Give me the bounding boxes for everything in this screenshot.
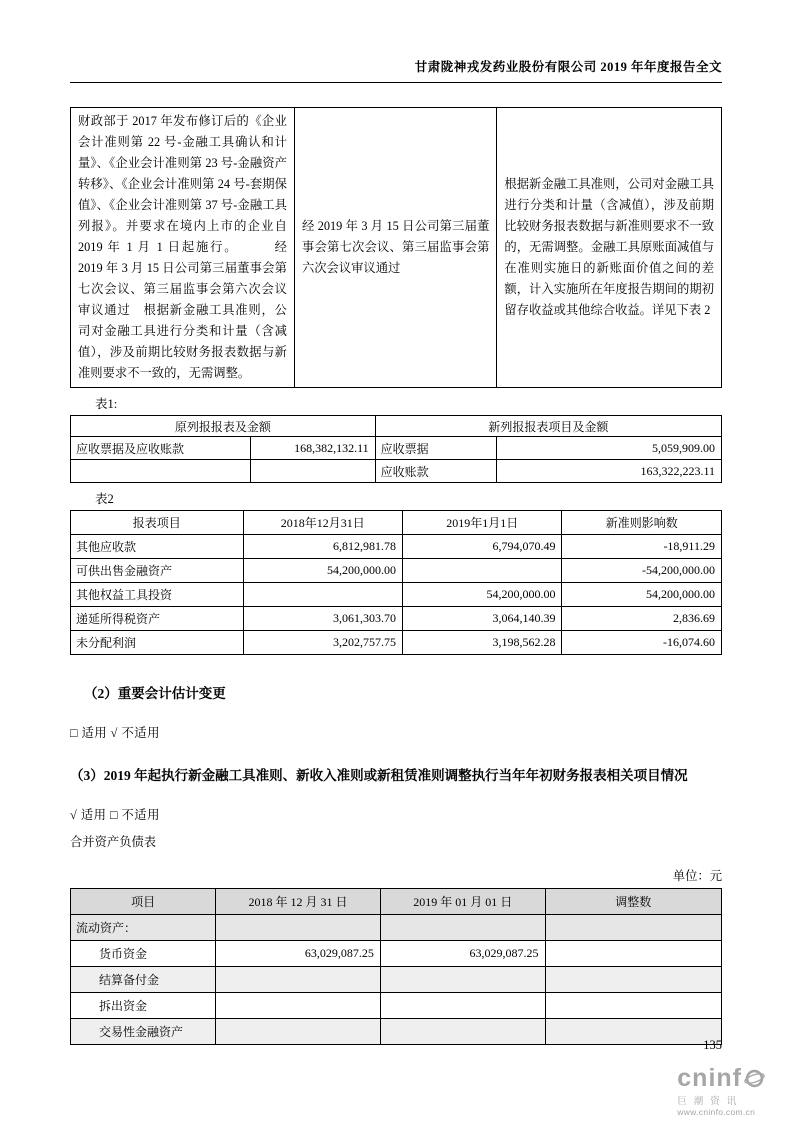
value-2019-cell: 3,198,562.28 <box>402 631 561 655</box>
value-2018-cell: 54,200,000.00 <box>243 559 402 583</box>
report-title: 甘肃陇神戎发药业股份有限公司 2019 年年度报告全文 <box>414 60 722 74</box>
balance-sheet-subtitle: 合并资产负债表 <box>70 835 157 849</box>
column-header: 新准则影响数 <box>562 511 722 535</box>
table1-label: 表1: <box>95 397 118 411</box>
applicability-new-standards: √ 适用 □ 不适用 <box>70 808 160 822</box>
value-2019-cell <box>380 993 545 1019</box>
page-number: 135 <box>703 1038 722 1052</box>
adjustment-cell <box>545 941 721 967</box>
new-item-cell: 应收账款 <box>375 460 497 483</box>
cninfo-chinese-name: 巨潮资讯 <box>677 1096 744 1107</box>
table-header-row <box>71 416 722 437</box>
impact-cell: -16,074.60 <box>562 631 722 655</box>
policy-change-content-cell: 财政部于 2017 年发布修订后的《企业会计准则第 22 号-金融工具确认和计量》、《企业会计准则第 23 号-金融资产转移》、《企业会计准则第 24 号-套期保值》、《企业会计准则第 37 号-金融工具列报》。并要求在境内上市的企业自 2019 年 1 月 1 日起施行。 经 2019 年 3 月 15 日公司第三届董事会第七次会议、第三届监事会第六次会议审议通过 根据新金融工具准则，公司对金融工具进行分类和计量（含减值），涉及前期比较财务报表数据与新准则要求不一致的，无需调整。 <box>71 108 295 388</box>
value-2019-cell: 54,200,000.00 <box>402 583 561 607</box>
adjustment-cell <box>545 1019 721 1045</box>
table-row <box>71 941 722 967</box>
value-2018-cell <box>243 583 402 607</box>
column-header: 2019年1月1日 <box>402 511 561 535</box>
table-row <box>71 1019 722 1045</box>
item-cell: 交易性金融资产 <box>71 1019 216 1045</box>
impact-cell: 2,836.69 <box>562 607 722 631</box>
adjustment-cell <box>545 967 721 993</box>
impact-cell: -18,911.29 <box>562 535 722 559</box>
value-2018-cell <box>216 993 381 1019</box>
old-amount-cell: 168,382,132.11 <box>250 437 375 460</box>
new-amount-cell: 5,059,909.00 <box>497 437 722 460</box>
section-heading-new-standards: （3）2019 年起执行新金融工具准则、新收入准则或新租赁准则调整执行当年年初财务报表相关项目情况 <box>70 768 688 783</box>
policy-approval-procedure-cell: 经 2019 年 3 月 15 日公司第三届董事会第七次会议、第三届监事会第六次会议审议通过 <box>294 108 496 388</box>
value-2018-cell <box>216 915 381 941</box>
table-header-row <box>71 889 722 915</box>
table-row <box>71 993 722 1019</box>
item-cell: 其他权益工具投资 <box>71 583 244 607</box>
impact-cell: 54,200,000.00 <box>562 583 722 607</box>
globe-icon <box>744 1068 765 1089</box>
value-2019-cell: 6,794,070.49 <box>402 535 561 559</box>
value-2019-cell: 3,064,140.39 <box>402 607 561 631</box>
value-2018-cell <box>216 967 381 993</box>
column-header: 2018年12月31日 <box>243 511 402 535</box>
column-header: 项目 <box>71 889 216 915</box>
document-header <box>70 57 722 83</box>
table-row <box>71 535 722 559</box>
adjustment-cell <box>545 993 721 1019</box>
unit-label: 单位：元 <box>672 869 722 883</box>
value-2019-cell <box>380 967 545 993</box>
value-2018-cell: 3,061,303.70 <box>243 607 402 631</box>
item-cell: 流动资产： <box>71 915 216 941</box>
cninfo-brand-text: cninf <box>677 1064 742 1092</box>
table-row <box>71 460 722 483</box>
adjustment-cell <box>545 915 721 941</box>
item-cell: 拆出资金 <box>71 993 216 1019</box>
cninfo-url: www.cninfo.com.cn <box>677 1107 756 1117</box>
new-amount-cell: 163,322,223.11 <box>497 460 722 483</box>
consolidated-balance-sheet-table <box>70 888 722 1045</box>
item-cell: 可供出售金融资产 <box>71 559 244 583</box>
table-row <box>71 631 722 655</box>
section-row <box>71 915 722 941</box>
item-cell: 递延所得税资产 <box>71 607 244 631</box>
column-header: 调整数 <box>545 889 721 915</box>
cninfo-wordmark <box>677 1066 765 1091</box>
table2-label: 表2 <box>95 492 114 506</box>
table-row <box>71 559 722 583</box>
table-row <box>71 583 722 607</box>
table-row <box>71 967 722 993</box>
new-item-cell: 应收票据 <box>375 437 497 460</box>
policy-change-row <box>71 108 722 388</box>
column-header: 2018 年 12 月 31 日 <box>216 889 381 915</box>
new-standard-impact-table <box>70 510 722 655</box>
old-presentation-header: 原列报报表及金额 <box>71 416 376 437</box>
item-cell: 未分配利润 <box>71 631 244 655</box>
table-row <box>71 437 722 460</box>
old-item-cell <box>71 460 251 483</box>
item-cell: 货币资金 <box>71 941 216 967</box>
value-2018-cell: 6,812,981.78 <box>243 535 402 559</box>
value-2019-cell <box>402 559 561 583</box>
value-2019-cell <box>380 1019 545 1045</box>
value-2018-cell: 63,029,087.25 <box>216 941 381 967</box>
value-2018-cell: 3,202,757.75 <box>243 631 402 655</box>
policy-remark-cell: 根据新金融工具准则，公司对金融工具进行分类和计量（含减值），涉及前期比较财务报表数据与新准则要求不一致的，无需调整。金融工具原账面减值与在准则实施日的新账面价值之间的差额，计入实施所在年度报告期间的期初留存收益或其他综合收益。详见下表 2 <box>497 108 722 388</box>
item-cell: 结算备付金 <box>71 967 216 993</box>
accounting-policy-change-table <box>70 107 722 388</box>
section-heading-estimate-change: （2）重要会计估计变更 <box>84 686 226 701</box>
new-presentation-header: 新列报报表项目及金额 <box>375 416 721 437</box>
cninfo-logo <box>677 1066 765 1117</box>
receivables-reclassification-table <box>70 415 722 483</box>
value-2019-cell <box>380 915 545 941</box>
applicability-estimate-change: □ 适用 √ 不适用 <box>70 726 160 740</box>
value-2018-cell <box>216 1019 381 1045</box>
value-2019-cell: 63,029,087.25 <box>380 941 545 967</box>
column-header: 2019 年 01 月 01 日 <box>380 889 545 915</box>
impact-cell: -54,200,000.00 <box>562 559 722 583</box>
old-item-cell: 应收票据及应收账款 <box>71 437 251 460</box>
old-amount-cell <box>250 460 375 483</box>
table-row <box>71 607 722 631</box>
item-cell: 其他应收款 <box>71 535 244 559</box>
column-header: 报表项目 <box>71 511 244 535</box>
table-header-row <box>71 511 722 535</box>
